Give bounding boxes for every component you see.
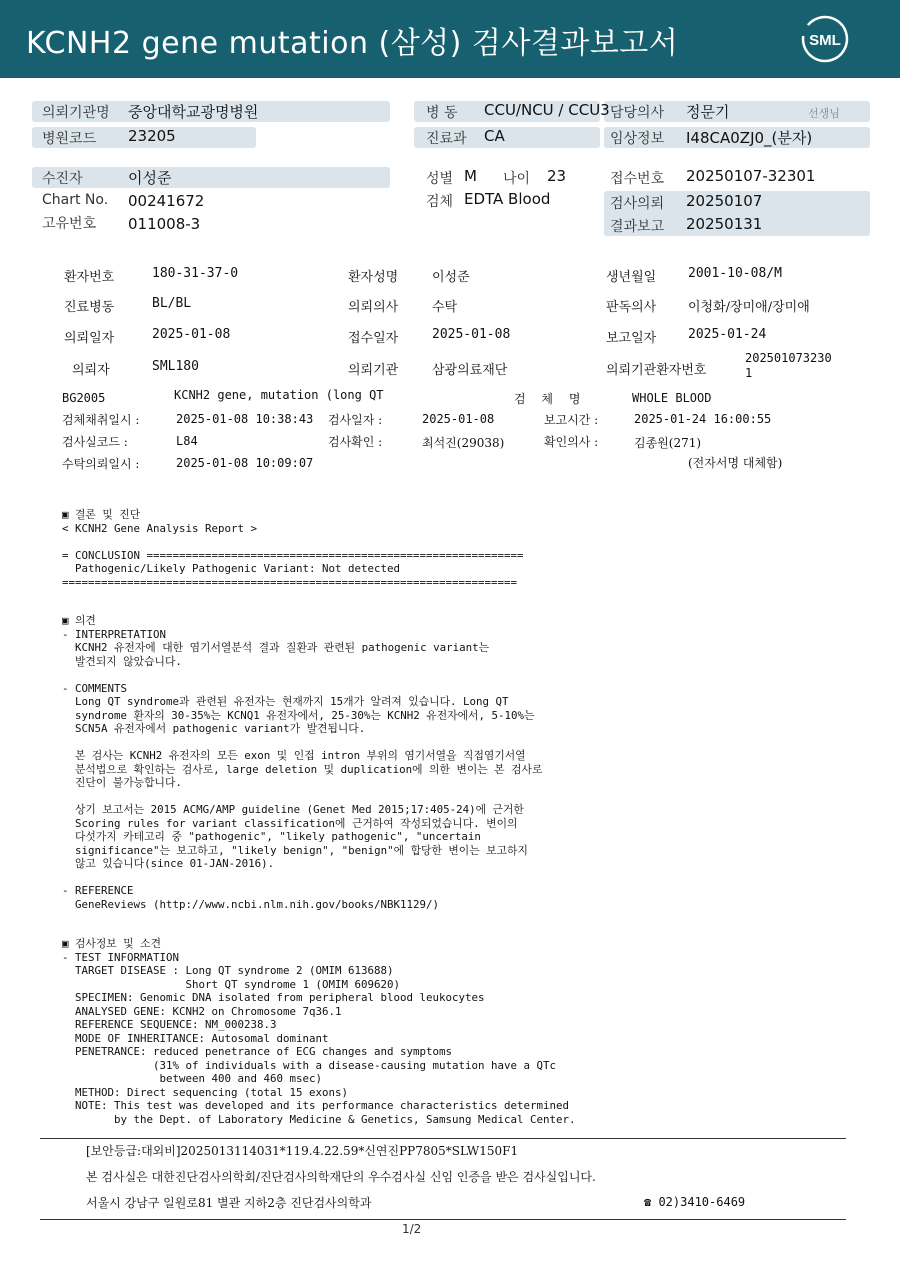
hosp-code-value: 23205 — [128, 127, 176, 145]
request-value: 20250107 — [686, 192, 763, 210]
exam-date: 2025-01-08 — [422, 412, 495, 426]
report-time-label: 보고시간 : — [544, 413, 599, 427]
confirm-doc-label: 확인의사 : — [544, 435, 599, 449]
contract: 2025-01-08 10:09:07 — [176, 456, 314, 470]
chart-label: Chart No. — [42, 192, 109, 208]
receipt-label: 접수번호 — [610, 171, 665, 187]
report-date-label: 보고일자 — [606, 331, 657, 346]
result-label: 결과보고 — [610, 219, 665, 235]
clinical-value: I48CA0ZJ0_(분자) — [686, 129, 813, 147]
lab-code: L84 — [176, 434, 198, 448]
requester-label: 의뢰자 — [72, 363, 110, 378]
band-patient — [32, 167, 390, 188]
sex-value: M — [464, 167, 477, 185]
doctor-value: 정문기 — [686, 103, 730, 121]
esign-note: (전자서명 대체함) — [688, 456, 783, 470]
req-org-label: 의뢰기관 — [348, 363, 399, 378]
recv-date-label: 접수일자 — [348, 331, 399, 346]
test-info-section: ▣ 검사정보 및 소견 - TEST INFORMATION TARGET DISEASE : Long QT syndrome 2 (OMIM 613688) Short QT syndrome 1 (OMIM 609620) SPECIMEN: Genomic DNA isolated from peripheral blood leukocytes ANALYSED GENE: KCNH2 on Chromosome 7q36.1 REFERENCE SEQUENCE: NM_000238.3 MODE OF INHERITANCE: Autosomal dominant PENETRANCE: reduced penetrance of ECG changes and symptoms (31% of individuals with a disease-causing mutation have a QTc between 400 and 460 msec) METHOD: Direct sequencing (total 15 exons) NOTE: This test was developed and its performance characteristics determined by the Dept. of Laboratory Medicine & Genetics, Samsung Medical Center. — [62, 937, 576, 1126]
ward-value: CCU/NCU / CCU3 — [484, 101, 610, 119]
report-time: 2025-01-24 16:00:55 — [634, 412, 772, 426]
doctor-suffix: 선생님 — [808, 107, 840, 120]
specimen-name: WHOLE BLOOD — [632, 391, 712, 405]
lab-code-label: 검사실코드 : — [62, 435, 128, 449]
ward-label: 병 동 — [426, 105, 458, 121]
contract-label: 수탁의뢰일시 : — [62, 457, 140, 471]
logo-text: SML — [809, 32, 841, 49]
age-label: 나이 — [503, 171, 531, 187]
patient-name: 이성준 — [432, 270, 470, 285]
req-org-pno-1: 202501073230 — [745, 351, 832, 365]
req-date: 2025-01-08 — [152, 327, 231, 342]
specimen-value: EDTA Blood — [464, 190, 551, 208]
org-label: 의뢰기관명 — [42, 105, 110, 121]
report-header — [0, 0, 900, 78]
test-code: BG2005 — [62, 391, 106, 405]
request-label: 검사의뢰 — [610, 196, 665, 212]
security-line: [보안등급:대외비]2025013114031*119.4.22.59*신연진PP7805*SLW150F1 — [86, 1144, 519, 1158]
req-org: 삼광의료재단 — [432, 363, 508, 378]
sex-label: 성별 — [426, 171, 454, 187]
footer-rule-top — [40, 1138, 846, 1139]
footer-rule-bottom — [40, 1219, 846, 1220]
report-title: KCNH2 gene mutation (삼성) 검사결과보고서 — [26, 26, 679, 61]
opinion-section: ▣ 의견 - INTERPRETATION KCNH2 유전자에 대한 염기서열분석 결과 질환과 관련된 pathogenic variant는 발견되지 않았습니다. - COMMENTS Long QT syndrome과 관련된 유전자는 현재까지 15개가 알려져 있습니다. Long QT syndrome 환자의 30-35%는 KCNQ1 유전자에서, 25-30%는 KCNH2 유전자에서, 5-10%는 SCN5A 유전자에서 pathogenic variant가 발견됩니다. 본 검사는 KCNH2 유전자의 모든 exon 및 인접 intron 부위의 염기서열을 직접염기서열 분석법으로 확인하는 검사로, large deletion 및 duplication에 의한 변이는 본 검사로 진단이 불가능합니다. 상기 보고서는 2015 ACMG/AMP guideline (Genet Med 2015;17:405-24)에 근거한 Scoring rules for variant classification에 근거하여 작성되었습니다. 변이의 다섯가지 카테고리 중 "pathogenic", "likely pathogenic", "uncertain significance"는 보고하고, "likely benign", "benign"에 합당한 변이는 보고하지 않고 있습니다(since 01-JAN-2016). - REFERENCE GeneReviews (http://www.ncbi.nlm.nih.gov/books/NBK1129/) — [62, 614, 543, 911]
hosp-code-label: 병원코드 — [42, 131, 97, 147]
recv-date: 2025-01-08 — [432, 327, 511, 342]
patient-no-label: 환자번호 — [64, 270, 115, 285]
req-doc-label: 의뢰의사 — [348, 300, 399, 315]
chart-value: 00241672 — [128, 192, 205, 210]
ward-2: BL/BL — [152, 296, 192, 311]
dept-label: 진료과 — [426, 131, 467, 147]
clinical-label: 임상정보 — [610, 131, 665, 147]
patient-label: 수진자 — [42, 171, 83, 187]
report-date: 2025-01-24 — [688, 327, 767, 342]
req-date-label: 의뢰일자 — [64, 331, 115, 346]
specimen-label: 검체 — [426, 194, 454, 210]
requester: SML180 — [152, 359, 199, 374]
specimen-name-label: 검 체 명 — [514, 392, 587, 406]
org-value: 중앙대학교광명병원 — [128, 103, 259, 121]
uid-value: 011008-3 — [128, 215, 201, 233]
ward-label-2: 진료병동 — [64, 300, 115, 315]
req-org-pno-label: 의뢰기관환자번호 — [606, 363, 707, 378]
conclusion-section: ▣ 결론 및 진단 < KCNH2 Gene Analysis Report > = CONCLUSION ========================================================== Pathogenic/Likely Pathogenic Variant: Not detected ====================================================================== — [62, 508, 524, 589]
certified-line: 본 검사실은 대한진단검사의학회/진단검사의학재단의 우수검사실 신임 인증을 받은 검사실입니다. — [86, 1170, 596, 1184]
age-value: 23 — [547, 167, 567, 185]
confirm-doc: 김종원(271) — [634, 436, 702, 450]
birth-label: 생년월일 — [606, 270, 657, 285]
page-number: 1/2 — [402, 1222, 422, 1236]
patient-name-label: 환자성명 — [348, 270, 399, 285]
req-org-pno-2: 1 — [745, 366, 753, 380]
exam-confirm-label: 검사확인 : — [328, 435, 383, 449]
collect: 2025-01-08 10:38:43 — [176, 412, 314, 426]
uid-label: 고유번호 — [42, 216, 97, 232]
address-line: 서울시 강남구 일원로81 별관 지하2층 진단검사의학과 — [86, 1196, 372, 1210]
test-name: KCNH2 gene, mutation (long QT — [174, 388, 384, 402]
reading-doc: 이청화/장미애/장미애 — [688, 300, 810, 315]
receipt-value: 20250107-32301 — [686, 167, 816, 185]
dept-value: CA — [484, 127, 505, 145]
req-doc: 수탁 — [432, 300, 458, 315]
result-value: 20250131 — [686, 215, 763, 233]
sml-logo — [800, 14, 850, 64]
doctor-label: 담당의사 — [610, 105, 665, 121]
patient-value: 이성준 — [128, 169, 172, 187]
collect-label: 검체채취일시 : — [62, 413, 140, 427]
patient-no: 180-31-37-0 — [152, 266, 239, 281]
exam-confirm: 최석진(29038) — [422, 436, 505, 450]
birth: 2001-10-08/M — [688, 266, 782, 281]
reading-doc-label: 판독의사 — [606, 300, 657, 315]
exam-date-label: 검사일자 : — [328, 413, 383, 427]
phone-line: ☎ 02)3410-6469 — [644, 1195, 746, 1209]
